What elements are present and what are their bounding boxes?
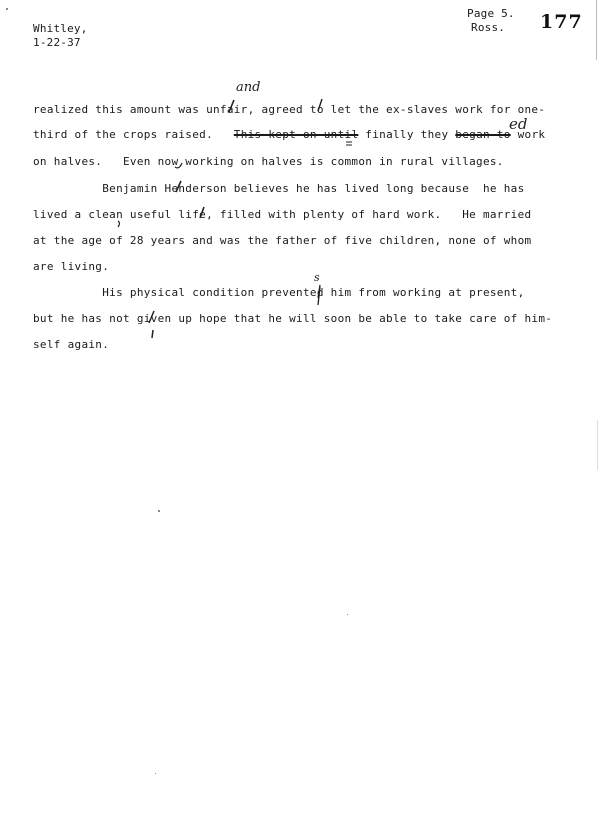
handwritten-s: s xyxy=(314,271,320,284)
header-location: Whitley, xyxy=(33,22,88,35)
text-line-2-part-e: work xyxy=(510,128,546,141)
struck-text-began-to: began to xyxy=(455,128,511,141)
comma-mark-clean xyxy=(118,221,120,227)
text-line-7: are living. xyxy=(33,260,110,273)
header-page-info xyxy=(467,7,515,35)
folio-number: 177 xyxy=(540,11,583,33)
speck xyxy=(158,510,160,512)
text-line-2 xyxy=(33,128,545,141)
text-line-2-part-a: third of the crops raised. xyxy=(33,128,234,141)
edge-mark xyxy=(596,0,597,60)
text-line-4: Benjamin Henderson believes he has lived long because he has xyxy=(33,182,525,195)
underline-mark-finally xyxy=(346,142,352,145)
header-location-date xyxy=(33,22,88,50)
text-line-3: on halves. Even now working on halves is common in rural villages. xyxy=(33,155,504,168)
header-page-number: Page 5. xyxy=(467,7,515,20)
text-line-5: lived a clean useful life, filled with plenty of hard work. He married xyxy=(33,208,532,221)
text-line-9: but he has not given up hope that he will soon be able to take care of him- xyxy=(33,312,553,325)
struck-text-this-kept-on-until: This kept on until xyxy=(233,128,359,141)
header-date: 1-22-37 xyxy=(33,36,81,49)
speck xyxy=(347,614,348,615)
speck xyxy=(155,773,156,774)
text-line-8: His physical condition prevented him from working at present, xyxy=(33,286,525,299)
corner-mark xyxy=(6,8,8,10)
text-line-2-part-c: finally they xyxy=(358,128,456,141)
header-author: Ross. xyxy=(471,21,506,34)
handwritten-and: and xyxy=(236,80,261,95)
text-line-10: self again. xyxy=(33,338,110,351)
handwritten-ed: ed xyxy=(509,115,528,133)
text-line-6: at the age of 28 years and was the father of five children, none of whom xyxy=(33,234,532,247)
text-line-1: realized this amount was unfair, agreed to let the ex-slaves work for one- xyxy=(33,103,546,116)
edge-mark xyxy=(597,420,598,470)
